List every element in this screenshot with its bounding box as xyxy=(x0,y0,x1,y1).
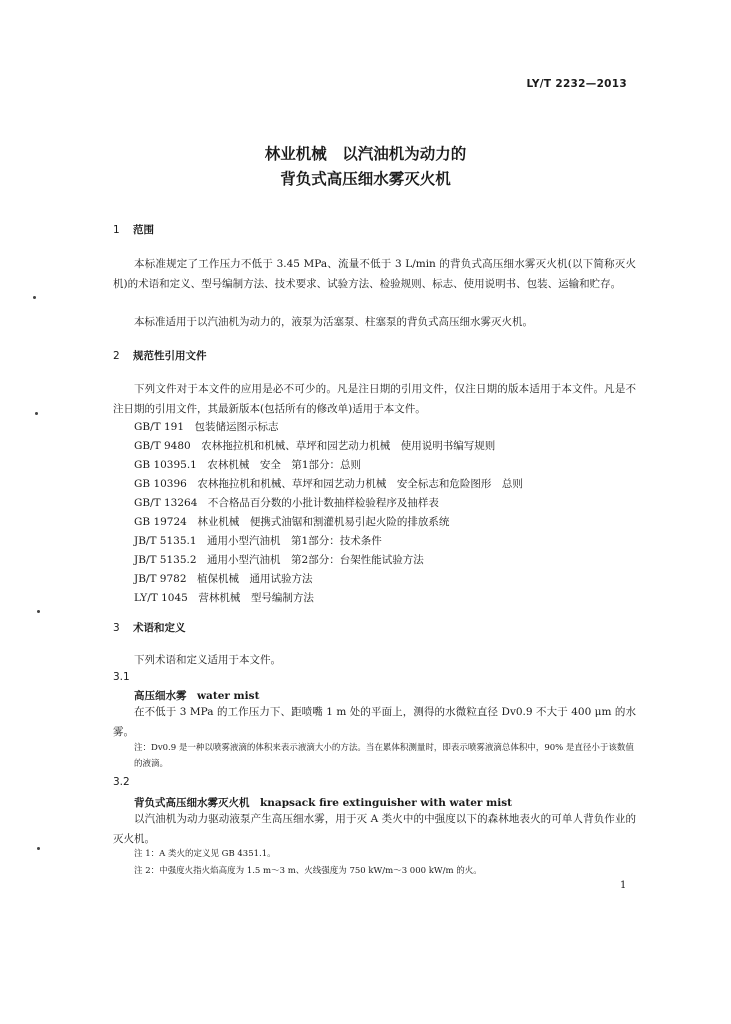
term-note: 注 1：A 类火的定义见 GB 4351.1。 xyxy=(134,849,276,859)
reference-item: JB/T 5135.2 通用小型汽油机 第2部分：台架性能试验方法 xyxy=(134,554,424,566)
reference-item: JB/T 9782 植保机械 通用试验方法 xyxy=(134,573,313,585)
scan-speck xyxy=(35,412,38,415)
reference-item: LY/T 1045 营林机械 型号编制方法 xyxy=(134,592,314,604)
term-number: 3.1 xyxy=(113,671,130,683)
scan-speck xyxy=(37,847,40,850)
section-number: 1 xyxy=(113,224,120,236)
reference-item: GB 10396 农林拖拉机和机械、草坪和园艺动力机械 安全标志和危险图形 总则 xyxy=(134,478,523,490)
section-title: 范围 xyxy=(133,224,154,236)
section-title: 术语和定义 xyxy=(133,622,186,634)
scan-speck xyxy=(37,610,40,613)
reference-item: GB/T 13264 不合格品百分数的小批计数抽样检验程序及抽样表 xyxy=(134,497,439,509)
section-2-heading xyxy=(113,348,207,363)
section-number: 2 xyxy=(113,350,120,362)
section-3-heading xyxy=(113,620,186,635)
term-title: 高压细水雾 water mist xyxy=(134,690,260,702)
term-definition: 以汽油机为动力驱动液泵产生高压细水雾，用于灭 A 类火中的中强度以下的森林地表火的可单人背负作业的灭火机。 xyxy=(113,813,636,845)
section-2-paragraph: 下列文件对于本文件的应用是必不可少的。凡是注日期的引用文件，仅注日期的版本适用于本文件。凡是不注日期的引用文件，其最新版本(包括所有的修改单)适用于本文件。 xyxy=(113,383,636,415)
title-line-1: 林业机械 以汽油机为动力的 xyxy=(264,145,467,163)
page-number: 1 xyxy=(620,880,627,891)
term-definition: 在不低于 3 MPa 的工作压力下、距喷嘴 1 m 处的平面上，测得的水微粒直径 Dv0.9 不大于 400 μm 的水雾。 xyxy=(113,706,636,738)
term-note: 注：Dv0.9 是一种以喷雾液滴的体积来表示液滴大小的方法。当在累体积测量时，即表示喷雾液滴总体积中，90% 是直径小于该数值的液滴。 xyxy=(134,743,634,769)
title-line-2: 背负式高压细水雾灭火机 xyxy=(280,170,451,188)
term-note: 注 2：中强度火指火焰高度为 1.5 m～3 m、火线强度为 750 kW/m～3 000 kW/m 的火。 xyxy=(134,866,482,876)
section-1-paragraph-1: 本标准规定了工作压力不低于 3.45 MPa、流量不低于 3 L/min 的背负式高压细水雾灭火机(以下简称灭火机)的术语和定义、型号编制方法、技术要求、试验方法、检验规则、标志、使用说明书、包装、运输和贮存。 xyxy=(113,258,636,290)
section-1-heading xyxy=(113,222,154,237)
standard-id: LY/T 2232—2013 xyxy=(526,78,627,90)
reference-item: GB 19724 林业机械 便携式油锯和割灌机易引起火险的排放系统 xyxy=(134,516,450,528)
reference-item: JB/T 5135.1 通用小型汽油机 第1部分：技术条件 xyxy=(134,535,382,547)
term-title: 背负式高压细水雾灭火机 knapsack fire extinguisher with water mist xyxy=(134,797,512,809)
term-number: 3.2 xyxy=(113,776,130,788)
section-title: 规范性引用文件 xyxy=(133,350,207,362)
scan-speck xyxy=(33,296,36,299)
reference-item: GB/T 191 包装储运图示标志 xyxy=(134,421,279,433)
section-3-intro: 下列术语和定义适用于本文件。 xyxy=(134,654,281,666)
reference-item: GB 10395.1 农林机械 安全 第1部分：总则 xyxy=(134,459,362,471)
reference-item: GB/T 9480 农林拖拉机和机械、草坪和园艺动力机械 使用说明书编写规则 xyxy=(134,440,496,452)
section-number: 3 xyxy=(113,622,120,634)
section-1-paragraph-2: 本标准适用于以汽油机为动力的，液泵为活塞泵、柱塞泵的背负式高压细水雾灭火机。 xyxy=(134,316,533,328)
